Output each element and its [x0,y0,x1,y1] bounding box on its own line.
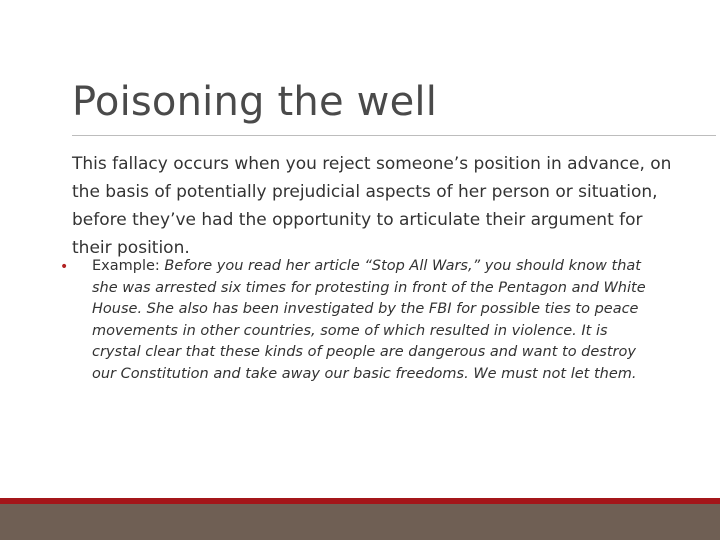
bullet-example: Before you read her article “Stop All Wars,” you should know that she was arrested six times for protesting in front of the Pentagon and White House. She also has been investigated by the FBI for possible ties to peace movements in other countries, some of which resulted in violence. It is crystal clear that these kinds of people are dangerous and want to destroy our Constitution and take away our basic freedoms. We must not let them. [92,258,646,382]
bullet-lead: Example: [92,258,165,274]
footer-bar [0,504,720,540]
body-paragraph: This fallacy occurs when you reject someone’s position in advance, on the basis of potentially prejudicial aspects of her person or situation, before they’ve had the opportunity to articulate their argument for their position. [72,154,672,258]
title-divider [72,135,716,136]
bullet-marker: • [60,259,69,275]
bullet-text [92,256,660,385]
slide-title: Poisoning the well [72,79,438,125]
